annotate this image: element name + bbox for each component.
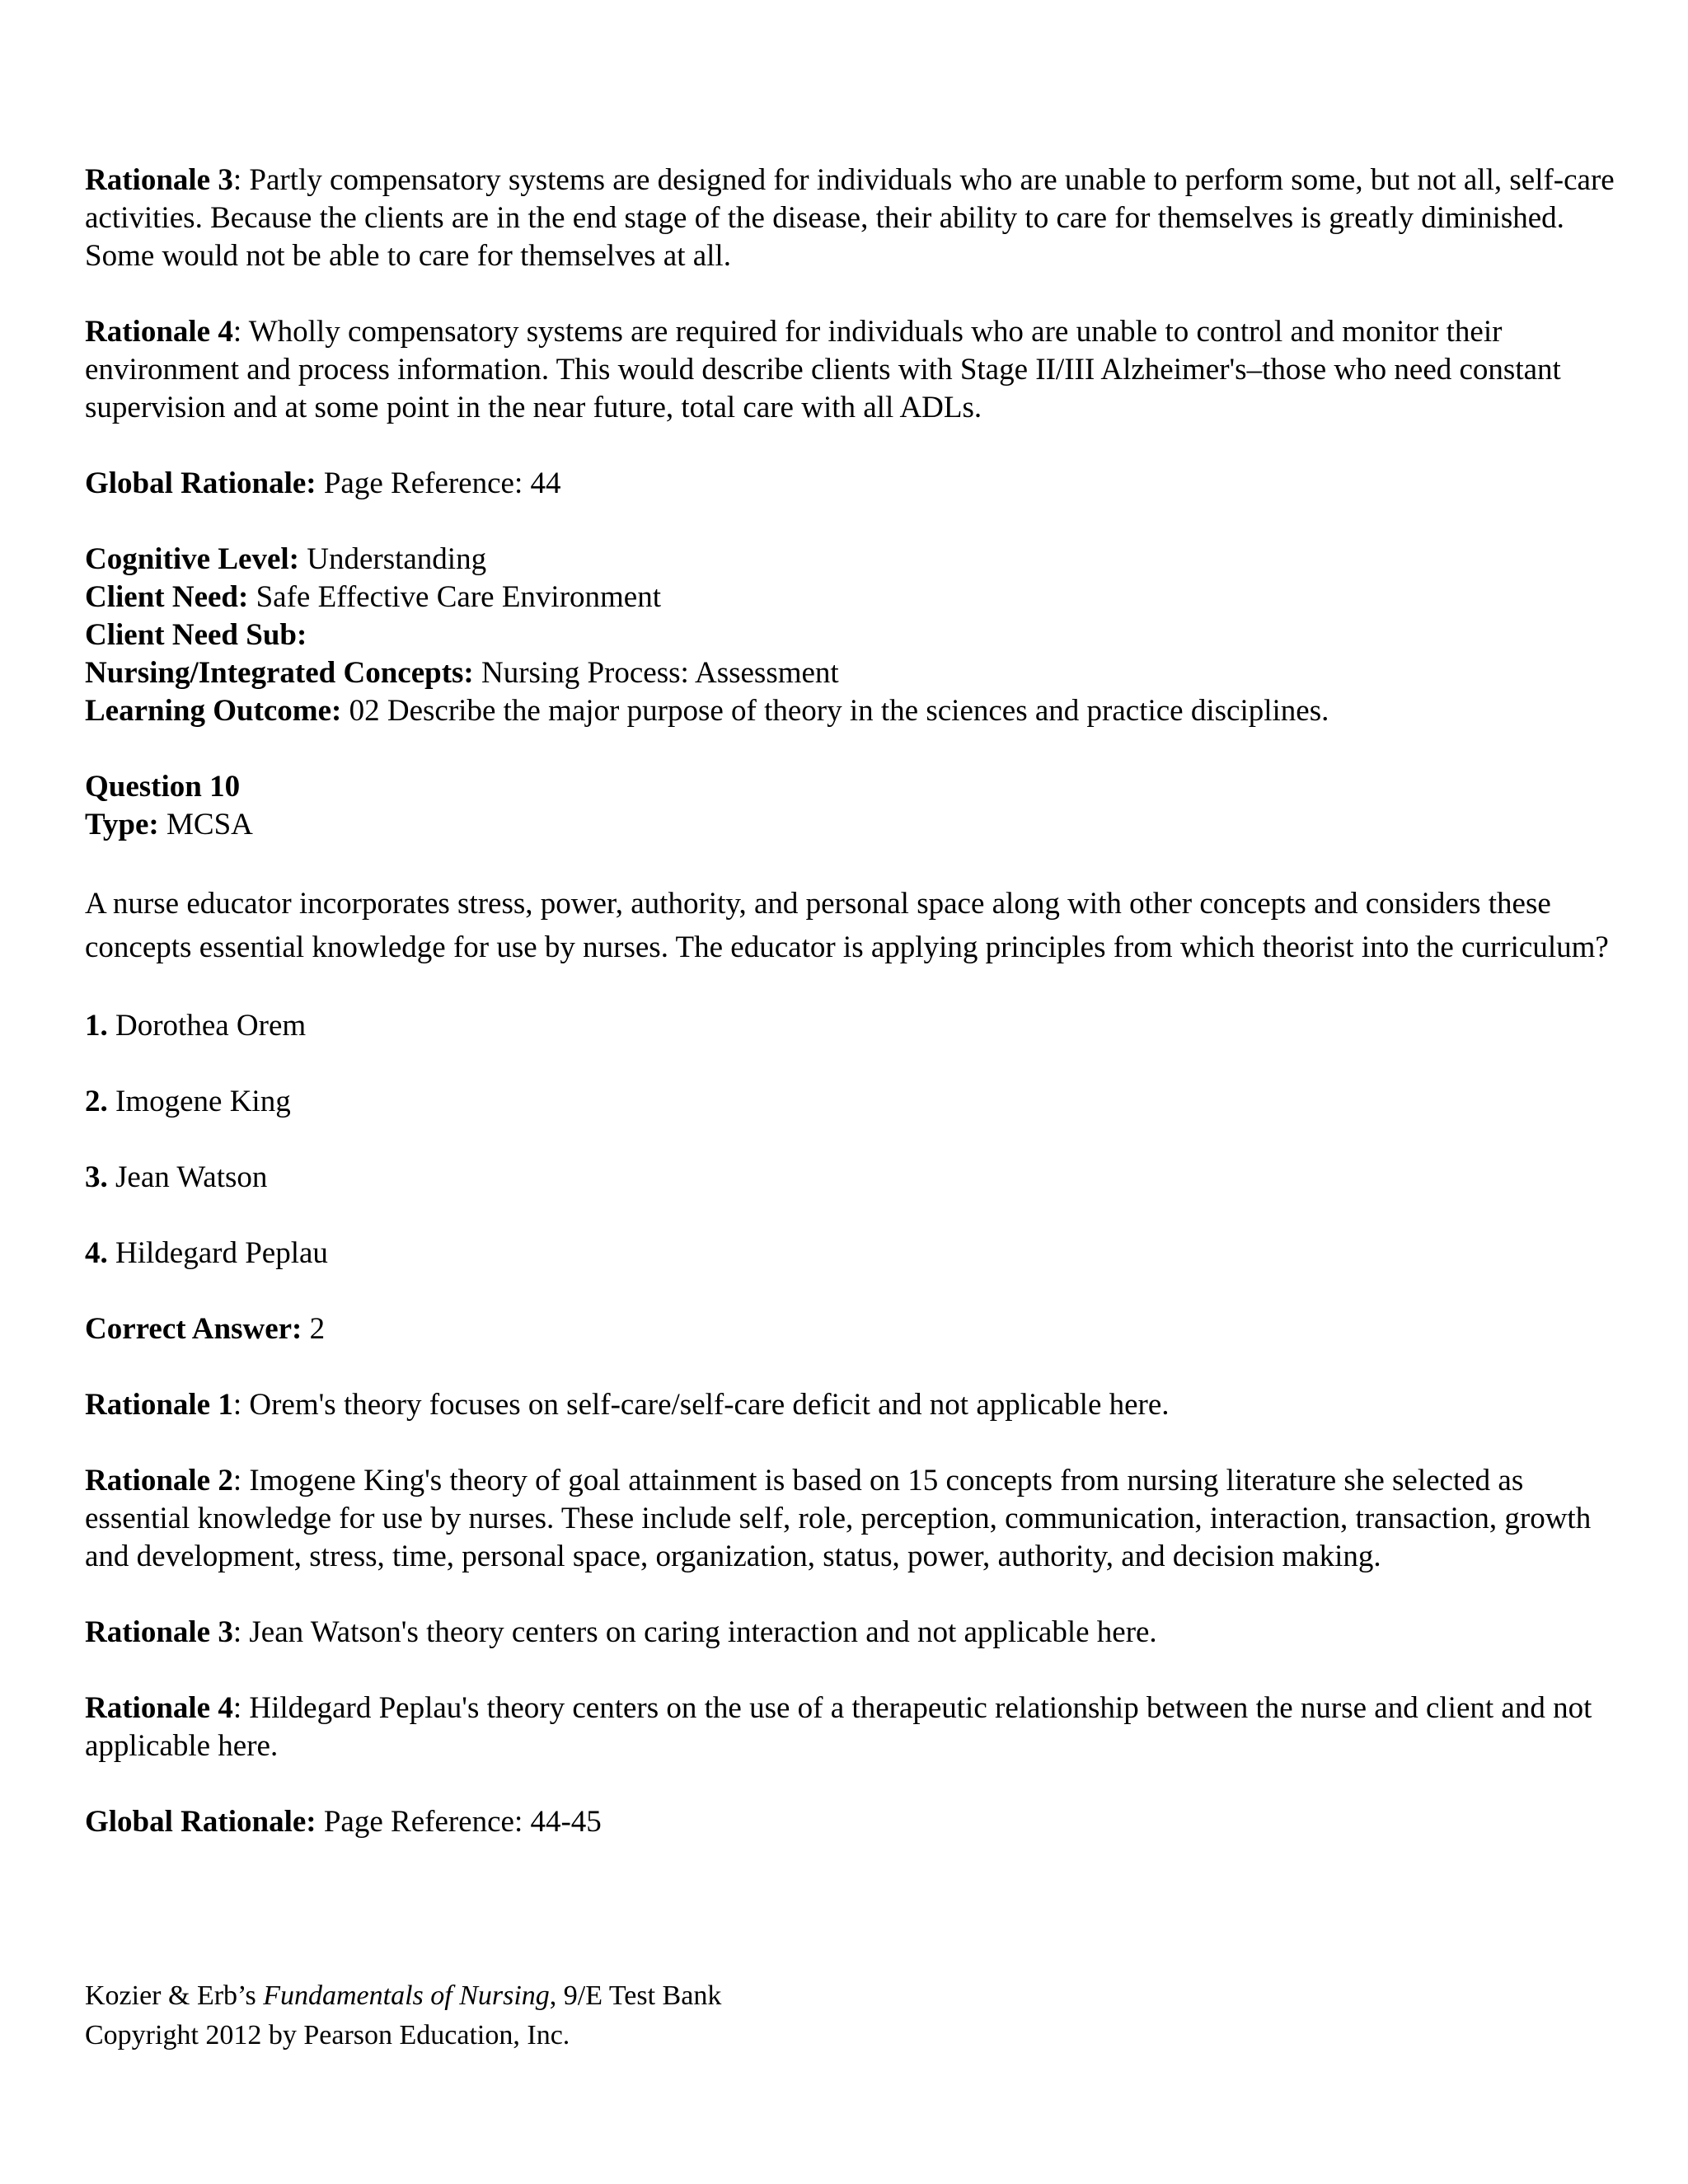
option-number: 1. [85, 1009, 108, 1043]
option-number: 4. [85, 1236, 108, 1270]
meta-label: Learning Outcome: [85, 694, 342, 728]
prev-rationale-4 [85, 313, 1618, 427]
option-text: Imogene King [107, 1085, 291, 1118]
prev-rationale-3 [85, 162, 1618, 275]
answer-options [85, 1007, 1618, 1272]
answer-option [85, 1235, 1618, 1272]
option-text: Hildegard Peplau [107, 1236, 328, 1270]
global-rationale-text: Page Reference: 44 [316, 466, 561, 500]
question-type [85, 806, 1618, 844]
rationale-label: Rationale 4 [85, 315, 233, 349]
rationale-text: : Hildegard Peplau's theory centers on the use of a therapeutic relationship between the nurse and client and not applicable here. [85, 1691, 1592, 1763]
footer-authors: Kozier & Erb’s [85, 1980, 264, 2011]
rationale-text: : Jean Watson's theory centers on caring interaction and not applicable here. [232, 1615, 1157, 1649]
global-rationale-label: Global Rationale: [85, 466, 316, 500]
type-label: Type: [85, 808, 159, 841]
footer-source-line [85, 1976, 721, 2016]
rationale-4 [85, 1690, 1618, 1765]
document-body [85, 162, 1618, 1841]
meta-label: Client Need: [85, 580, 249, 614]
question-metadata [85, 541, 1618, 730]
rationale-label: Rationale 2 [85, 1464, 233, 1497]
rationale-text: : Partly compensatory systems are designed for individuals who are unable to perform some, but not all, self-care activities. Because the clients are in the end stage of the disease, their ability to care for themselves is greatly diminished. Some would not be able to care for themselves at all. [85, 163, 1615, 273]
prev-global-rationale [85, 465, 1618, 503]
rationale-text: : Imogene King's theory of goal attainment is based on 15 concepts from nursing literature she selected as essential knowledge for use by nurses. These include self, role, perception, communication, interaction, transaction, growth and development, stress, time, personal space, organization, status, power, authority, and decision making. [85, 1464, 1592, 1573]
rationale-3 [85, 1614, 1618, 1652]
footer-copyright: Copyright 2012 by Pearson Education, Inc. [85, 2020, 570, 2050]
option-number: 2. [85, 1085, 108, 1118]
rationale-label: Rationale 3 [85, 1615, 233, 1649]
type-value: MCSA [158, 808, 253, 841]
option-text: Jean Watson [107, 1160, 268, 1194]
meta-label: Nursing/Integrated Concepts: [85, 656, 474, 690]
correct-answer [85, 1310, 1618, 1348]
meta-learning-outcome [85, 692, 1618, 730]
rationale-2 [85, 1462, 1618, 1576]
meta-client-need-sub [85, 616, 1618, 654]
answer-option [85, 1083, 1618, 1121]
answer-option [85, 1159, 1618, 1197]
global-rationale-text: Page Reference: 44-45 [316, 1805, 602, 1839]
meta-label: Cognitive Level: [85, 542, 299, 576]
question-stem: A nurse educator incorporates stress, power, authority, and personal space along with other concepts and considers these concepts essential knowledge for use by nurses. The educator is applying principles from which theorist into the curriculum? [85, 887, 1609, 964]
meta-label: Client Need Sub: [85, 618, 307, 652]
page-footer [85, 1976, 721, 2055]
correct-answer-value: 2 [302, 1312, 326, 1346]
global-rationale [85, 1803, 1618, 1841]
option-number: 3. [85, 1160, 108, 1194]
meta-cognitive-level [85, 541, 1618, 579]
meta-value: Nursing Process: Assessment [473, 656, 839, 690]
footer-edition: , 9/E Test Bank [549, 1980, 722, 2011]
rationale-label: Rationale 3 [85, 163, 233, 197]
answer-option [85, 1007, 1618, 1045]
global-rationale-label: Global Rationale: [85, 1805, 316, 1839]
rationale-label: Rationale 1 [85, 1388, 233, 1422]
meta-client-need [85, 579, 1618, 616]
option-text: Dorothea Orem [107, 1009, 307, 1043]
rationale-1 [85, 1386, 1618, 1424]
meta-value: Understanding [298, 542, 487, 576]
correct-answer-label: Correct Answer: [85, 1312, 302, 1346]
footer-book-title: Fundamentals of Nursing [263, 1980, 550, 2011]
meta-concepts [85, 654, 1618, 692]
meta-value: Safe Effective Care Environment [248, 580, 662, 614]
rationale-label: Rationale 4 [85, 1691, 233, 1725]
meta-value: 02 Describe the major purpose of theory in the sciences and practice disciplines. [341, 694, 1329, 728]
rationale-text: : Wholly compensatory systems are required for individuals who are unable to control and monitor their environment and process information. This would describe clients with Stage II/III Alzheimer's–those who need constant supervision and at some point in the near future, total care with all ADLs. [85, 315, 1561, 424]
question-title: Question 10 [85, 770, 241, 804]
rationale-text: : Orem's theory focuses on self-care/self-care deficit and not applicable here. [232, 1388, 1170, 1422]
